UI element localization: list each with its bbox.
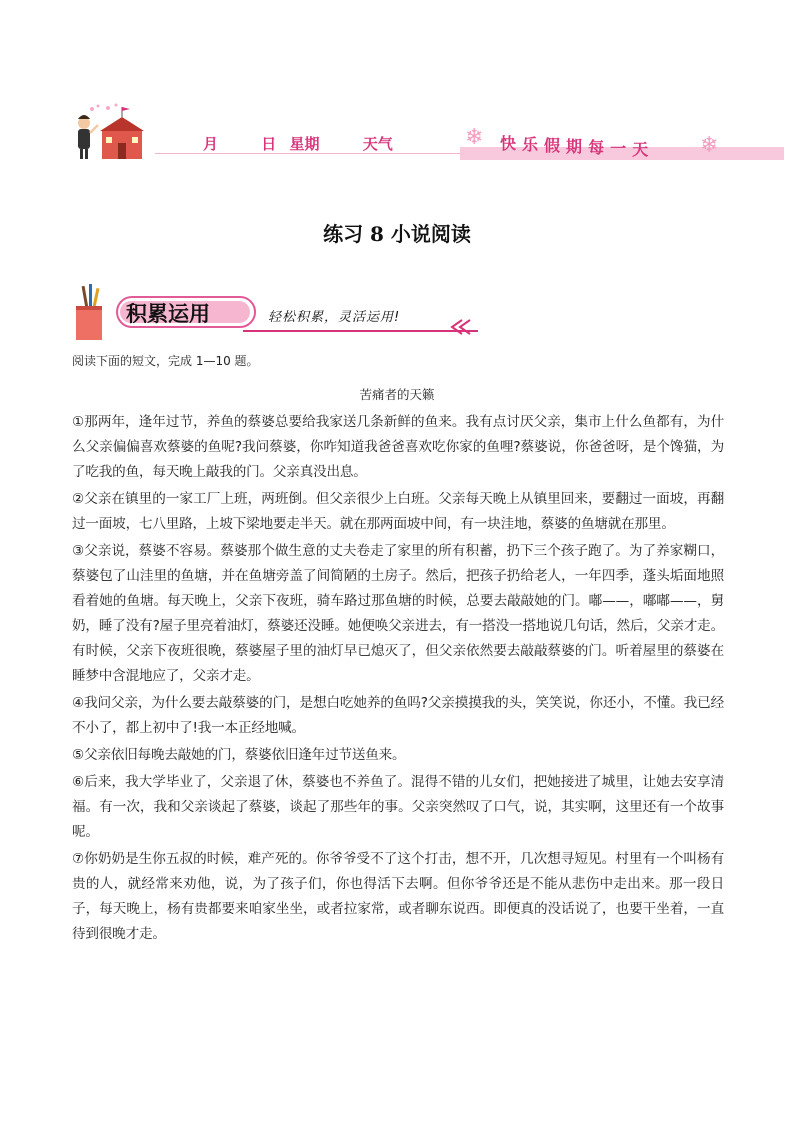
section-subtitle: 轻松积累，灵活运用!: [268, 310, 401, 325]
weather-label: 天气: [362, 135, 393, 153]
snowflake-icon: ❄: [700, 133, 719, 158]
snowflake-icon: ❄: [465, 125, 484, 150]
double-arrow-icon: [448, 318, 482, 336]
story-body: [72, 410, 724, 949]
motto-char: 天: [632, 140, 655, 159]
motto-char: 快: [500, 134, 523, 153]
motto-char: 假: [544, 136, 567, 155]
teacher-and-school-icon: [68, 103, 148, 163]
month-label: 月: [203, 135, 219, 153]
page-header: [60, 95, 784, 165]
section-underline: [243, 330, 478, 332]
motto-char: 每: [588, 138, 611, 157]
story-paragraph: ③父亲说，蔡婆不容易。蔡婆那个做生意的丈夫卷走了家里的所有积蓄，扔下三个孩子跑了。为了养家糊口，蔡婆包了山洼里的鱼塘，并在鱼塘旁盖了间简陋的土房子。然后，把孩子扔给老人，一年四季，蓬头垢面地照看着她的鱼塘。每天晚上，父亲下夜班，骑车路过那鱼塘的时候，总要去敲敲她的门。嘟——，嘟嘟——，舅奶，睡了没有?屋子里亮着油灯，蔡婆还没睡。她便唤父亲进去，有一搭没一搭地说几句话，然后，父亲才走。有时候，父亲下夜班很晚，蔡婆屋子里的油灯早已熄灭了，但父亲依然要去敲敲蔡婆的门。听着屋里的蔡婆在睡梦中含混地应了，父亲才走。: [72, 543, 724, 684]
date-fields: [155, 133, 447, 153]
story-paragraph: ④我问父亲，为什么要去敲蔡婆的门，是想白吃她养的鱼吗?父亲摸摸我的头，笑笑说，你还小，不懂。我已经不小了，都上初中了!我一本正经地喊。: [72, 695, 724, 736]
section-banner: [68, 282, 488, 344]
story-title: 苦痛者的天籁: [359, 387, 435, 402]
motto-char: 期: [566, 137, 589, 156]
day-blank[interactable]: [227, 137, 257, 154]
weekday-blank[interactable]: [324, 137, 354, 154]
pencil-cup-icon: [68, 282, 108, 342]
story-paragraph: ⑥后来，我大学毕业了，父亲退了休，蔡婆也不养鱼了。混得不错的儿女们，把她接进了城里，让她去安享清福。有一次，我和父亲谈起了蔡婆，谈起了那些年的事。父亲突然叹了口气，说，其实啊，这里还有一个故事呢。: [72, 774, 724, 840]
story-paragraph: ①那两年，逢年过节，养鱼的蔡婆总要给我家送几条新鲜的鱼来。我有点讨厌父亲，集市上什么鱼都有，为什么父亲偏偏喜欢蔡婆的鱼呢?我问蔡婆，你咋知道我爸爸喜欢吃你家的鱼哩?蔡婆说，你爸爸呀，是个馋猫，为了吃我的鱼，每天晚上敲我的门。父亲真没出息。: [72, 414, 724, 480]
instructions: 阅读下面的短文，完成 1—10 题。: [72, 354, 259, 368]
story-paragraph: ⑦你奶奶是生你五叔的时候，难产死的。你爷爷受不了这个打击，想不开，几次想寻短见。村里有一个叫杨有贵的人，就经常来劝他，说，为了孩子们，你也得活下去啊。但你爷爷还是不能从悲伤中走出来。那一段日子，每天晚上，杨有贵都要来咱家坐坐，或者拉家常，或者聊东说西。即便真的没话说了，也要干坐着，一直待到很晚才走。: [72, 851, 724, 942]
weekday-label: 星期: [289, 135, 320, 153]
story-paragraph: ⑤父亲依旧每晚去敲她的门，蔡婆依旧逢年过节送鱼来。: [72, 747, 406, 763]
motto-char: 一: [610, 139, 633, 158]
page-title: 练习 8 小说阅读: [323, 222, 471, 246]
day-label: 日: [261, 135, 277, 153]
month-blank[interactable]: [159, 137, 199, 154]
story-paragraph: ②父亲在镇里的一家工厂上班，两班倒。但父亲很少上白班。父亲每天晚上从镇里回来，要翻过一面坡，再翻过一面坡，七八里路，上坡下梁地要走半天。就在那两面坡中间，有一块洼地，蔡婆的鱼塘就在那里。: [72, 491, 724, 532]
header-motto: [500, 131, 655, 159]
weather-blank[interactable]: [397, 137, 443, 154]
motto-char: 乐: [522, 135, 545, 154]
section-title: 积累运用: [126, 302, 210, 326]
